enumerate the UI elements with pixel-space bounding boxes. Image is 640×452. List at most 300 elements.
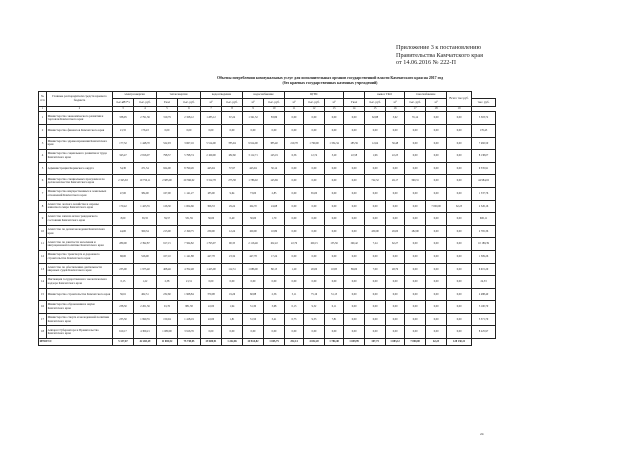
table-cell: 450,00: [365, 225, 386, 238]
table-row: [39, 238, 496, 251]
table-cell: 1 975,40: [134, 263, 157, 276]
table-cell: 0,00: [426, 150, 447, 163]
table-cell: 62,88: [365, 112, 386, 125]
table-cell: 0,00: [344, 213, 365, 226]
row-number: 12: [39, 250, 47, 263]
table-cell: 1 790,00: [304, 137, 325, 150]
table-cell: 610,17: [113, 326, 134, 339]
table-cell: 0,00: [405, 276, 426, 289]
table-cell: 0,00: [325, 200, 344, 213]
unit-header: м³: [243, 99, 264, 106]
table-cell: 526,00: [134, 250, 157, 263]
table-cell: 60,88: [243, 288, 264, 301]
table-row: [39, 162, 496, 175]
table-cell: 0,00: [304, 175, 325, 188]
table-cell: 2,85: [264, 187, 285, 200]
row-number: 5: [39, 162, 47, 175]
column-index: 8: [222, 106, 243, 112]
unit-header: тыс. руб.: [264, 99, 285, 106]
table-cell: 0,00: [405, 187, 426, 200]
table-row: [39, 213, 496, 226]
table-cell: 3,62: [386, 112, 405, 125]
total-cell: 252,14: [285, 339, 304, 346]
table-cell: 7 482,50: [472, 137, 496, 150]
unit-header: тыс. руб.: [178, 99, 201, 106]
table-cell: 7,00: [365, 263, 386, 276]
table-cell: 0,00: [304, 124, 325, 137]
row-name: Агентство по делам молодежи Камчатского края: [47, 225, 113, 238]
table-cell: 471,54: [134, 162, 157, 175]
total-cell: 107,73: [365, 339, 386, 346]
table-cell: 360,34: [134, 225, 157, 238]
header-name: Главные распорядители средств краевого бюджета: [47, 92, 113, 107]
header-hot-water: ЦГВС: [285, 92, 344, 99]
table-cell: 0,00: [365, 301, 386, 314]
table-cell: 0,00: [447, 263, 472, 276]
table-row: [39, 263, 496, 276]
table-cell: 22,00: [201, 301, 222, 314]
table-cell: 0,73: [285, 313, 304, 326]
table-cell: 1 786,92: [243, 175, 264, 188]
document-title: [120, 76, 540, 86]
table-cell: 0,11: [325, 301, 344, 314]
table-cell: 1 086,00: [243, 263, 264, 276]
table-cell: 0,00: [447, 112, 472, 125]
table-cell: 0,00: [386, 301, 405, 314]
table-cell: 0,00: [365, 276, 386, 289]
table-cell: 0,00: [344, 200, 365, 213]
table-cell: 0,00: [344, 288, 365, 301]
table-cell: 385,40: [264, 137, 285, 150]
table-cell: 0,00: [285, 175, 304, 188]
table-cell: 2,38: [157, 276, 178, 289]
consumption-table: [38, 91, 496, 346]
table-cell: 0,00: [325, 213, 344, 226]
table-cell: 1 793,97: [201, 238, 222, 251]
table-cell: 443,94: [243, 162, 264, 175]
table-cell: 8 138,07: [472, 150, 496, 163]
table-cell: 2 488,40: [472, 288, 496, 301]
table-cell: 0,00: [405, 124, 426, 137]
table-cell: 0,00: [325, 276, 344, 289]
total-label: ИТОГО:: [39, 339, 113, 346]
table-cell: 3 112,71: [243, 150, 264, 163]
table-row: [39, 137, 496, 150]
table-cell: 0,00: [447, 288, 472, 301]
table-cell: 2 201,56: [134, 301, 157, 314]
table-cell: 0,00: [365, 124, 386, 137]
table-cell: 0,00: [325, 187, 344, 200]
table-cell: 73,00: [243, 187, 264, 200]
table-cell: 1 418,19: [178, 313, 201, 326]
row-number: 3: [39, 137, 47, 150]
table-cell: 48,79: [386, 263, 405, 276]
total-cell: 5 137,67: [113, 339, 134, 346]
table-cell: 2 199,75: [178, 225, 201, 238]
table-cell: 7,24: [365, 238, 386, 251]
row-number: 13: [39, 263, 47, 276]
table-cell: 107,10: [157, 250, 178, 263]
table-cell: 0,00: [386, 276, 405, 289]
table-cell: 6,56: [285, 150, 304, 163]
table-cell: 12,64: [365, 137, 386, 150]
table-cell: 176,43: [472, 124, 496, 137]
table-cell: 360,31: [405, 175, 426, 188]
header-gas: газоснабжение: [405, 92, 447, 99]
table-cell: 0,00: [386, 200, 405, 213]
table-cell: 1 141,88: [178, 250, 201, 263]
table-cell: 0,00: [426, 238, 447, 251]
table-cell: 143,19: [264, 150, 285, 163]
table-cell: 0,00: [447, 250, 472, 263]
row-name: Агентство по занятости населения и миграционной политике Камчатского края: [47, 238, 113, 251]
table-cell: 0,00: [365, 213, 386, 226]
table-cell: 0,00: [304, 200, 325, 213]
table-cell: 9,52: [304, 301, 325, 314]
table-cell: 366,33: [201, 200, 222, 213]
table-cell: 0,00: [386, 326, 405, 339]
table-cell: 19,26: [222, 288, 243, 301]
table-cell: 0,00: [325, 250, 344, 263]
row-name: Министерство имущественных и земельных отношений Камчатского края: [47, 187, 113, 200]
table-cell: 232,60: [157, 288, 178, 301]
table-cell: 600,11: [472, 213, 496, 226]
table-cell: 65,55: [134, 213, 157, 226]
table-cell: 0,00: [365, 288, 386, 301]
table-cell: 90,35: [222, 238, 243, 251]
total-row: [39, 339, 496, 346]
table-cell: 1 448,70: [134, 137, 157, 150]
table-cell: 785,94: [222, 137, 243, 150]
unit-header: тыс. руб.: [222, 99, 243, 106]
table-cell: 24,33: [472, 276, 496, 289]
table-cell: 462,51: [134, 288, 157, 301]
table-cell: 49,17: [386, 175, 405, 188]
table-cell: 722,52: [365, 175, 386, 188]
table-cell: 75,16: [304, 288, 325, 301]
table-cell: 4 702,48: [178, 263, 201, 276]
total-cell: 128 130,21: [447, 339, 472, 346]
table-cell: 0,00: [405, 250, 426, 263]
table-cell: 0,00: [304, 225, 325, 238]
table-cell: 0,00: [157, 124, 178, 137]
unit-header: м³: [285, 99, 304, 106]
table-cell: 17,24: [264, 250, 285, 263]
table-cell: 0,00: [426, 276, 447, 289]
title-line-2: (без краевых государственных казенных учреждений): [282, 81, 378, 85]
table-cell: 7 000,00: [426, 200, 447, 213]
row-name: Администрация Корякского округа: [47, 162, 113, 175]
table-row: [39, 112, 496, 125]
table-cell: 126,30: [157, 200, 178, 213]
table-cell: 35,14: [405, 112, 426, 125]
table-cell: 83,86: [264, 112, 285, 125]
table-cell: 0,00: [285, 276, 304, 289]
table-cell: 56,61: [113, 288, 134, 301]
table-cell: 0,00: [325, 326, 344, 339]
table-cell: 2 345,63: [113, 175, 134, 188]
row-name: Агентство лесного хозяйства и охраны животного мира Камчатского края: [47, 200, 113, 213]
table-cell: 8 790,26: [178, 162, 201, 175]
total-cell: 1 083,12: [386, 339, 405, 346]
table-cell: 0,00: [426, 112, 447, 125]
column-index: 6: [178, 106, 201, 112]
table-cell: 30,00: [201, 213, 222, 226]
table-cell: 0,00: [285, 225, 304, 238]
total-cell: 1 242,06: [222, 339, 243, 346]
row-number: 1: [39, 112, 47, 125]
table-cell: 531,59: [178, 213, 201, 226]
table-cell: 177,32: [113, 137, 134, 150]
total-cell: 7 000,00: [405, 339, 426, 346]
table-cell: 0,00: [304, 326, 325, 339]
column-index: 19: [447, 106, 472, 112]
table-row: [39, 301, 496, 314]
header-blank: [344, 92, 365, 99]
page-number: 24: [480, 432, 484, 436]
table-cell: 19 750,11: [134, 175, 157, 188]
table-cell: 0,00: [365, 200, 386, 213]
table-cell: 0,00: [447, 124, 472, 137]
table-cell: 0,00: [243, 276, 264, 289]
table-cell: 0,00: [447, 276, 472, 289]
table-cell: 0,00: [325, 225, 344, 238]
table-cell: 0,00: [325, 124, 344, 137]
column-index: 13: [325, 106, 344, 112]
table-cell: 443,94: [201, 162, 222, 175]
column-index: 16: [386, 106, 405, 112]
table-cell: 1 141,27: [178, 187, 201, 200]
table-cell: 0,00: [426, 124, 447, 137]
table-cell: 1 537,76: [472, 187, 496, 200]
table-cell: 0,00: [344, 187, 365, 200]
table-cell: 0,00: [447, 238, 472, 251]
header-waste: вывоз ТКО: [365, 92, 405, 99]
table-cell: 12,24: [222, 225, 243, 238]
table-cell: 0,00: [447, 162, 472, 175]
table-cell: 0,00: [405, 326, 426, 339]
table-cell: 1 334,34: [325, 137, 344, 150]
table-cell: 10,85: [325, 263, 344, 276]
table-cell: 881,58: [178, 301, 201, 314]
table-cell: 0,00: [405, 301, 426, 314]
table-cell: 170,42: [113, 200, 134, 213]
table-cell: 24,68: [264, 200, 285, 213]
table-cell: 0,00: [344, 313, 365, 326]
table-cell: 0,00: [426, 137, 447, 150]
row-number: 4: [39, 150, 47, 163]
table-cell: 447,78: [243, 250, 264, 263]
total-cell: 62,23: [426, 339, 447, 346]
table-cell: 0,00: [447, 150, 472, 163]
table-cell: 2 791,36: [134, 112, 157, 125]
table-cell: 798,57: [157, 150, 178, 163]
table-cell: 0,00: [447, 213, 472, 226]
table-cell: 6 915,29: [472, 263, 496, 276]
header-water-supply: водоснабжение: [243, 92, 285, 99]
table-cell: 1 004,66: [178, 200, 201, 213]
table-cell: 0,00: [426, 263, 447, 276]
table-cell: 12,74: [304, 150, 325, 163]
table-cell: 21,55: [113, 124, 134, 137]
table-cell: 0,00: [264, 124, 285, 137]
table-cell: 0,00: [447, 175, 472, 188]
table-cell: 160,15: [304, 238, 325, 251]
table-cell: 3 100,70: [472, 301, 496, 314]
table-cell: 522,93: [157, 137, 178, 150]
table-cell: 1 309,26: [472, 250, 496, 263]
table-cell: 0,00: [426, 313, 447, 326]
table-cell: 0,00: [325, 162, 344, 175]
header-sewage: водоотведение: [201, 92, 243, 99]
table-cell: 0,00: [365, 250, 386, 263]
unit-header: тыс. руб.: [365, 99, 386, 106]
table-cell: 0,00: [243, 326, 264, 339]
table-cell: 0,00: [386, 162, 405, 175]
table-cell: 0,00: [405, 238, 426, 251]
table-cell: 0,00: [344, 276, 365, 289]
table-cell: 230,00: [201, 225, 222, 238]
table-cell: 0,00: [405, 313, 426, 326]
table-cell: 31,13: [325, 288, 344, 301]
row-name: Министерство социального развития и труда Камчатского края: [47, 150, 113, 163]
column-index: 10: [264, 106, 285, 112]
table-cell: 0,00: [344, 112, 365, 125]
table-cell: 160,00: [243, 225, 264, 238]
table-cell: 275,38: [222, 175, 243, 188]
table-cell: 44 984,02: [472, 175, 496, 188]
table-cell: 3,68: [264, 301, 285, 314]
table-cell: 23,34: [222, 250, 243, 263]
table-cell: 0,00: [201, 276, 222, 289]
table-cell: 0,15: [113, 276, 134, 289]
table-cell: 1,29: [285, 263, 304, 276]
table-cell: 29,24: [222, 200, 243, 213]
table-row: [39, 175, 496, 188]
table-cell: 143,69: [264, 175, 285, 188]
table-cell: 0,00: [344, 225, 365, 238]
unit-header: м³: [386, 99, 405, 106]
table-cell: 164,70: [243, 200, 264, 213]
table-cell: 0,00: [285, 187, 304, 200]
table-cell: 0,00: [344, 326, 365, 339]
column-index: 18: [426, 106, 447, 112]
table-cell: 80,13: [264, 263, 285, 276]
table-cell: 0,00: [447, 326, 472, 339]
table-cell: 2 816,07: [134, 150, 157, 163]
table-cell: 21,51: [178, 276, 201, 289]
table-cell: 0,00: [285, 250, 304, 263]
table-cell: 9,64: [222, 187, 243, 200]
table-cell: 0,00: [426, 187, 447, 200]
table-cell: 917,15: [157, 238, 178, 251]
table-cell: 370,08: [201, 288, 222, 301]
row-name: Инспекция государственного экологического надзора Камчатского края: [47, 276, 113, 289]
table-row: [39, 276, 496, 289]
table-cell: 150,04: [157, 313, 178, 326]
row-number: 2: [39, 124, 47, 137]
unit-header: м³: [201, 99, 222, 106]
table-cell: 0,00: [405, 162, 426, 175]
table-cell: 22,00: [201, 313, 222, 326]
column-index: 17: [405, 106, 426, 112]
unit-header: тыс. руб.: [134, 99, 157, 106]
table-cell: 0,00: [304, 162, 325, 175]
table-cell: 0,00: [365, 326, 386, 339]
table-cell: 0,00: [304, 213, 325, 226]
table-cell: 0,00: [386, 213, 405, 226]
column-index: 1: [39, 106, 47, 112]
table-cell: 384,00: [134, 187, 157, 200]
header-heat: теплоэнергия: [157, 92, 201, 99]
table-cell: 8,00: [113, 213, 134, 226]
row-name: Министерство образования и науки Камчатского края: [47, 301, 113, 314]
row-number: 8: [39, 200, 47, 213]
unit-header: Гкал: [157, 99, 178, 106]
table-cell: 44,00: [113, 225, 134, 238]
table-row: [39, 225, 496, 238]
table-cell: 0,00: [447, 137, 472, 150]
column-index: 9: [243, 106, 264, 112]
table-cell: 9,53: [304, 313, 325, 326]
table-cell: 213,00: [157, 225, 178, 238]
table-body: [39, 106, 496, 346]
total-cell: 1 045,75: [264, 339, 285, 346]
table-cell: 0,00: [304, 112, 325, 125]
table-cell: 62,27: [386, 238, 405, 251]
table-cell: 31,50: [243, 313, 264, 326]
table-cell: 67,24: [222, 112, 243, 125]
column-index: 4: [134, 106, 157, 112]
table-cell: 2 526,16: [472, 200, 496, 213]
table-cell: 0,00: [426, 326, 447, 339]
table-cell: 89,00: [344, 263, 365, 276]
row-name: Министерство финансов Камчатского края: [47, 124, 113, 137]
row-number: 10: [39, 225, 47, 238]
table-cell: 3 371,79: [472, 313, 496, 326]
table-cell: 0,00: [426, 301, 447, 314]
table-cell: 447,78: [201, 250, 222, 263]
row-name: Министерство строительства Камчатского края: [47, 288, 113, 301]
table-cell: 0,00: [405, 263, 426, 276]
header-total: Всего тыс.руб.: [447, 92, 472, 107]
table-cell: 319,79: [157, 112, 178, 125]
table-cell: 155,56: [325, 238, 344, 251]
table-cell: 0,00: [426, 225, 447, 238]
table-cell: 0,00: [447, 187, 472, 200]
table-row: [39, 200, 496, 213]
table-cell: 176,43: [134, 124, 157, 137]
table-cell: 1,70: [264, 213, 285, 226]
row-name: Министерство специальных программ и по делам казачества Камчатского края: [47, 175, 113, 188]
row-name: Министерство спорта и молодежной политики Камчатского края: [47, 313, 113, 326]
table-cell: 7,81: [325, 313, 344, 326]
table-cell: 0,00: [426, 213, 447, 226]
table-cell: 4 309,21: [134, 326, 157, 339]
table-cell: 0,00: [386, 288, 405, 301]
table-cell: 9 914,00: [243, 137, 264, 150]
table-cell: 0,00: [222, 124, 243, 137]
table-cell: 20 396,02: [178, 175, 201, 188]
table-cell: 54,30: [113, 162, 134, 175]
table-cell: 0,00: [344, 124, 365, 137]
unit-header: тыс. руб.: [304, 99, 325, 106]
total-cell: 11 069,52: [157, 339, 178, 346]
row-number: 11: [39, 238, 47, 251]
table-cell: 0,00: [405, 137, 426, 150]
table-cell: 0,13: [285, 301, 304, 314]
unit-header: тыс. руб.: [472, 99, 496, 106]
